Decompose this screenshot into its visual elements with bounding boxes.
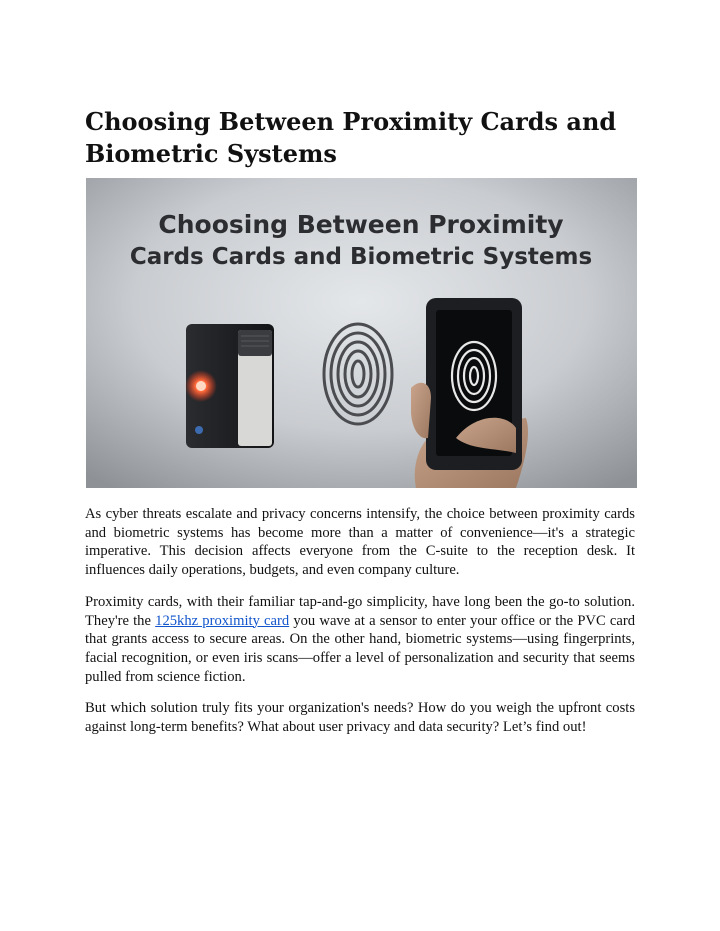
hero-image [86, 178, 637, 488]
article-body [85, 505, 635, 750]
phone-illustration [411, 298, 528, 488]
paragraph-question: But which solution truly fits your organization's needs? How do you weigh the upfront costs against long-term benefits? What about user privacy and data security? Let’s find out! [85, 700, 635, 736]
paragraph-intro: As cyber threats escalate and privacy concerns intensify, the choice between proximity cards and biometric systems has become more than a matter of convenience—it's a strategic imperative. This decision affects everyone from the C-suite to the reception desk. It influences daily operations, budgets, and even company culture. [85, 506, 635, 579]
proximity-card-link[interactable]: 125khz proximity card [155, 612, 290, 629]
card-reader-illustration [185, 324, 274, 448]
hero-heading-line2: Cards Cards and Biometric Systems [129, 244, 593, 270]
hero-heading-line1: Choosing Between Proximity [158, 210, 564, 239]
paragraph-proximity-text-before: Proximity cards, with their familiar tap-and-go simplicity, have long been the go-to solution. They're the [85, 593, 635, 629]
paragraph-proximity-cards [85, 593, 635, 687]
article-title: Choosing Between Proximity Cards and Biometric Systems [85, 107, 617, 168]
paragraph-proximity-text-after: you wave at a sensor to enter your office or the PVC card that grants access to secure areas. On the other hand, biometric systems—using fingerprints, facial recognition, or even iris scans—offer a level of personalization and security that seems pulled from science fiction. [85, 612, 636, 685]
